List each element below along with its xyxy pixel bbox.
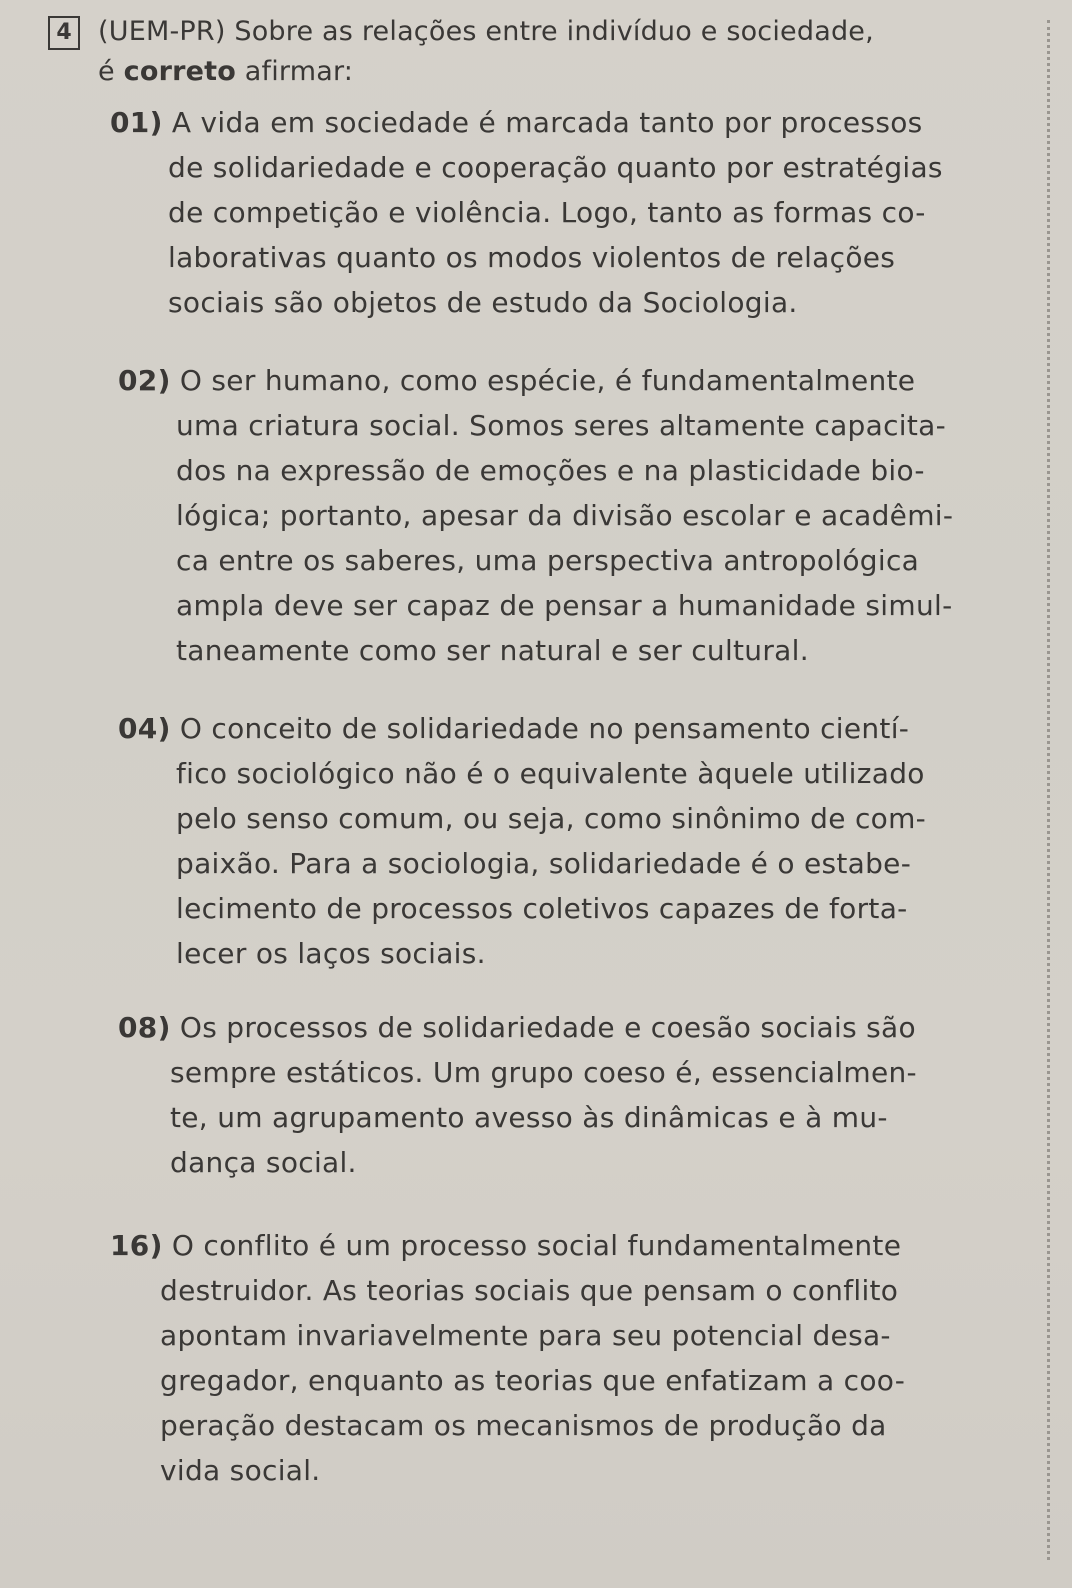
- option-line: laborativas quanto os modos violentos de relações: [168, 241, 896, 274]
- stem-bold: correto: [123, 56, 236, 87]
- option-line: taneamente como ser natural e ser cultural.: [176, 634, 809, 667]
- option-text: O conflito é um processo social fundamentalmente: [171, 1229, 902, 1262]
- option-code: 02): [118, 364, 171, 397]
- option-line: lecer os laços sociais.: [176, 937, 486, 970]
- stem-suffix: afirmar:: [235, 56, 354, 87]
- question-stem: [98, 12, 874, 92]
- option-code: 01): [110, 106, 163, 139]
- question-instruction-line: [98, 52, 874, 92]
- question-header: [48, 12, 1008, 92]
- option-line: destruidor. As teorias sociais que pensam o conflito: [160, 1274, 899, 1307]
- option-08: [118, 1005, 1018, 1185]
- option-line: uma criatura social. Somos seres altamente capacita-: [176, 409, 946, 442]
- option-line: [110, 1223, 1030, 1268]
- page-margin-dotted-line: [1047, 20, 1050, 1560]
- option-line: gregador, enquanto as teorias que enfatizam a coo-: [160, 1364, 906, 1397]
- option-code: 16): [110, 1229, 163, 1262]
- option-text: Os processos de solidariedade e coesão sociais são: [179, 1011, 916, 1044]
- option-text: A vida em sociedade é marcada tanto por processos: [171, 106, 923, 139]
- option-line: de solidariedade e cooperação quanto por estratégias: [168, 151, 943, 184]
- option-line: peração destacam os mecanismos de produção da: [160, 1409, 887, 1442]
- option-line: lecimento de processos coletivos capazes de forta-: [176, 892, 908, 925]
- option-line: pelo senso comum, ou seja, como sinônimo de com-: [176, 802, 927, 835]
- option-line: te, um agrupamento avesso às dinâmicas e à mu-: [170, 1101, 888, 1134]
- option-line: ca entre os saberes, uma perspectiva antropológica: [176, 544, 920, 577]
- option-04: [118, 706, 1018, 976]
- option-line: [118, 1005, 1018, 1050]
- option-text: O ser humano, como espécie, é fundamentalmente: [179, 364, 916, 397]
- option-line: ampla deve ser capaz de pensar a humanidade simul-: [176, 589, 953, 622]
- option-code: 04): [118, 712, 171, 745]
- option-line: [110, 100, 1010, 145]
- stem-prefix: é: [98, 56, 124, 87]
- option-line: [118, 706, 1018, 751]
- option-line: dos na expressão de emoções e na plasticidade bio-: [176, 454, 925, 487]
- option-line: vida social.: [160, 1454, 321, 1487]
- option-01: [110, 100, 1010, 325]
- option-line: sempre estáticos. Um grupo coeso é, essencialmen-: [170, 1056, 917, 1089]
- question-4: [48, 12, 1008, 92]
- option-line: lógica; portanto, apesar da divisão escolar e acadêmi-: [176, 499, 954, 532]
- option-16: [110, 1223, 1030, 1493]
- question-number-box: 4: [48, 16, 80, 50]
- option-code: 08): [118, 1011, 171, 1044]
- option-line: apontam invariavelmente para seu potencial desa-: [160, 1319, 891, 1352]
- option-line: sociais são objetos de estudo da Sociologia.: [168, 286, 798, 319]
- option-line: [118, 358, 1018, 403]
- option-line: de competição e violência. Logo, tanto as formas co-: [168, 196, 926, 229]
- question-source-line: (UEM-PR) Sobre as relações entre indivíduo e sociedade,: [98, 16, 874, 47]
- option-line: dança social.: [170, 1146, 357, 1179]
- option-line: fico sociológico não é o equivalente àquele utilizado: [176, 757, 925, 790]
- option-text: O conceito de solidariedade no pensamento cientí-: [179, 712, 910, 745]
- option-02: [118, 358, 1018, 673]
- option-line: paixão. Para a sociologia, solidariedade é o estabe-: [176, 847, 912, 880]
